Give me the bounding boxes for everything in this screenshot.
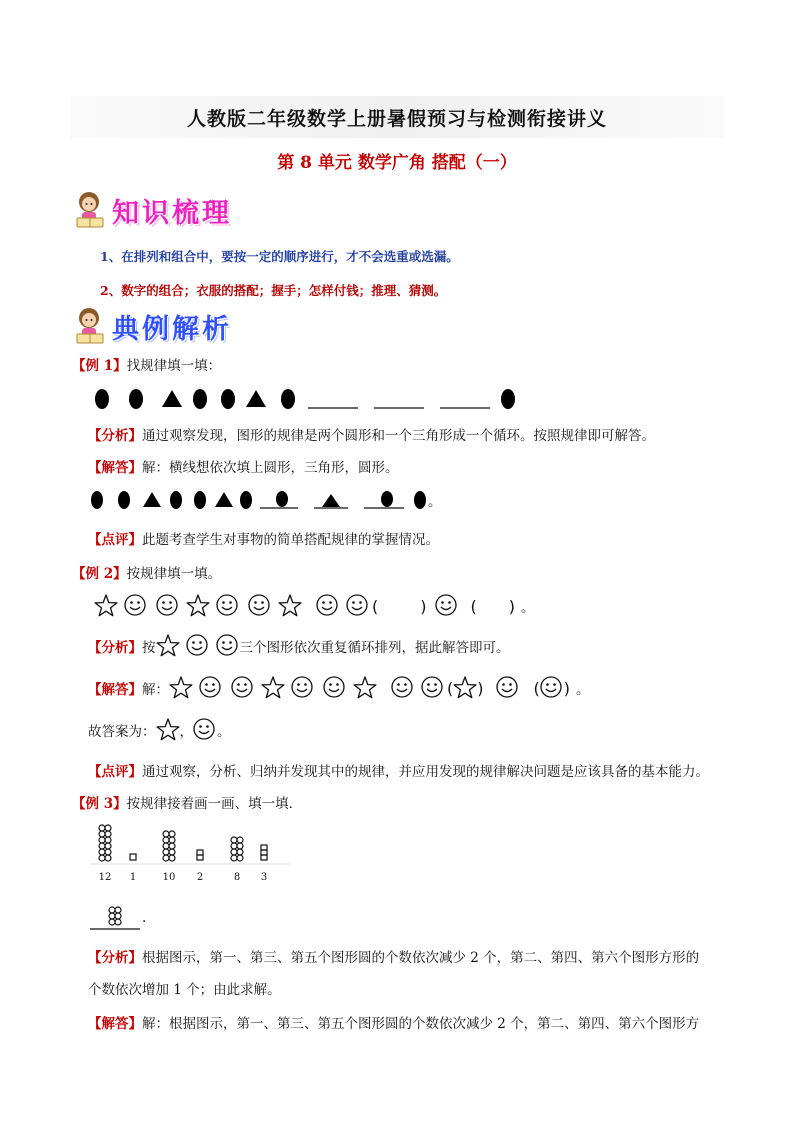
star-icon (94, 594, 118, 618)
pattern-label: 1 (129, 872, 137, 883)
example2-final-answer: 故答案为： ， 。 (88, 718, 231, 742)
example2-tag: 【例 2】 (72, 566, 127, 582)
example3-tag: 【例 3】 (72, 796, 127, 812)
square-group-2 (197, 850, 203, 860)
circle-group-10 (163, 831, 175, 861)
circle-shape (193, 389, 207, 409)
example1-answer: 【解答】解：横线想依次填上圆形，三角形，圆形。 (88, 460, 399, 476)
star-icon (169, 676, 193, 700)
smiley-icon (124, 594, 148, 618)
answer-paren-close: ) (508, 596, 515, 616)
smiley-icon (216, 634, 240, 658)
example2-comment: 【点评】通过观察，分析、归纳并发现其中的规律，并应用发现的规律解决问题是应该具备的基本能力。 (88, 764, 709, 780)
circle-group-6 (109, 907, 121, 925)
circle-shape (194, 491, 206, 509)
smiley-icon (323, 676, 347, 700)
example1-comment: 【点评】此题考查学生对事物的简单搭配规律的掌握情况。 (88, 532, 439, 548)
smiley-icon (540, 676, 564, 700)
pattern-label: 2 (196, 872, 204, 883)
knowledge-point-2: 2、数字的组合；衣服的搭配；握手；怎样付钱；推理、猜测。 (100, 283, 447, 298)
smiley-icon (199, 676, 223, 700)
example2-answer: 【解答】 解： ( ) ( ) 。 (88, 676, 590, 700)
answer-paren-open: ( (372, 596, 379, 616)
smiley-icon (346, 594, 370, 618)
pattern-label: 10 (162, 872, 176, 883)
example2-analysis: 【分析】 按 三个图形依次重复循环排列，据此解答即可。 (88, 634, 510, 658)
circle-shape (91, 491, 103, 509)
triangle-shape (162, 390, 182, 407)
circle-shape (501, 389, 515, 409)
circle-group-8 (231, 837, 243, 861)
star-icon (186, 594, 210, 618)
circle-group-12 (99, 825, 111, 861)
smiley-icon (156, 594, 180, 618)
example3-analysis-line2: 个数依次增加 1 个；由此求解。 (88, 982, 281, 998)
star-icon (156, 718, 180, 742)
triangle-shape (215, 492, 233, 507)
triangle-shape (322, 494, 340, 507)
square-group-1 (130, 854, 136, 860)
pattern-label: 3 (260, 872, 268, 883)
circle-shape (381, 491, 393, 507)
circle-shape (240, 491, 252, 509)
example3-answer-end: . (142, 910, 147, 926)
circle-shape (221, 389, 235, 409)
knowledge-heading-block (74, 190, 232, 230)
smiley-icon (186, 634, 210, 658)
example3-question-line (72, 792, 302, 812)
smiley-icon (231, 676, 255, 700)
example2-question-line (72, 562, 221, 582)
example1-answer-sequence (86, 486, 436, 514)
example1-tag: 【例 1】 (72, 358, 127, 374)
pattern-label: 12 (98, 872, 112, 883)
example1-question-line (72, 354, 221, 374)
triangle-shape (143, 492, 161, 507)
student-reading-icon (74, 306, 108, 346)
example2-question: 按规律填一填。 (126, 566, 222, 582)
student-reading-icon (74, 190, 108, 230)
document-subtitle: 第 8 单元 数学广角 搭配（一） (277, 153, 517, 173)
examples-heading-block (74, 306, 232, 346)
smiley-icon (248, 594, 272, 618)
example3-answer: 【解答】解：根据图示，第一、第三、第五个图形圆的个数依次减少 2 个，第二、第四、第六个图形方 (88, 1016, 700, 1032)
example1-shape-sequence (88, 384, 528, 414)
example3-question: 按规律接着画一画、填一填． (126, 796, 303, 812)
pattern-label: 8 (233, 872, 241, 883)
example3-pattern-figure (90, 824, 290, 890)
example1-question: 找规律填一填： (126, 358, 222, 374)
example2-sequence (94, 594, 535, 618)
smiley-icon (193, 718, 217, 742)
circle-shape (276, 491, 288, 507)
example3-analysis-line1: 【分析】根据图示，第一、第三、第五个图形圆的个数依次减少 2 个，第二、第四、第六个图形方形的 (88, 950, 700, 966)
example1-analysis: 【分析】通过观察发现，图形的规律是两个圆形和一个三角形成一个循环。按照规律即可解答。 (88, 428, 655, 444)
circle-shape (129, 389, 143, 409)
smiley-icon (316, 594, 340, 618)
answer-paren-open: ( (470, 596, 477, 616)
example1-answer-end: 。 (428, 494, 442, 510)
smiley-icon (496, 676, 520, 700)
smiley-icon (216, 594, 240, 618)
star-icon (353, 676, 377, 700)
answer-paren-close: ) (420, 596, 427, 616)
examples-heading: 典例解析 (112, 313, 232, 345)
square-group-3 (261, 845, 267, 860)
knowledge-heading: 知识梳理 (112, 197, 232, 229)
circle-shape (281, 389, 295, 409)
example2-end-mark: 。 (521, 600, 535, 616)
example3-answer-figure (90, 904, 150, 934)
star-icon (261, 676, 285, 700)
star-icon (278, 594, 302, 618)
smiley-icon (391, 676, 415, 700)
smiley-icon (435, 594, 459, 618)
star-icon (156, 634, 180, 658)
smiley-icon (291, 676, 315, 700)
circle-shape (118, 491, 130, 509)
triangle-shape (246, 390, 266, 407)
star-icon (453, 676, 477, 700)
document-title: 人教版二年级数学上册暑假预习与检测衔接讲义 (186, 108, 607, 130)
circle-shape (170, 491, 182, 509)
knowledge-point-1: 1、在排列和组合中，要按一定的顺序进行，才不会选重或选漏。 (100, 249, 459, 264)
smiley-icon (421, 676, 445, 700)
circle-shape (414, 491, 426, 509)
circle-shape (95, 389, 109, 409)
